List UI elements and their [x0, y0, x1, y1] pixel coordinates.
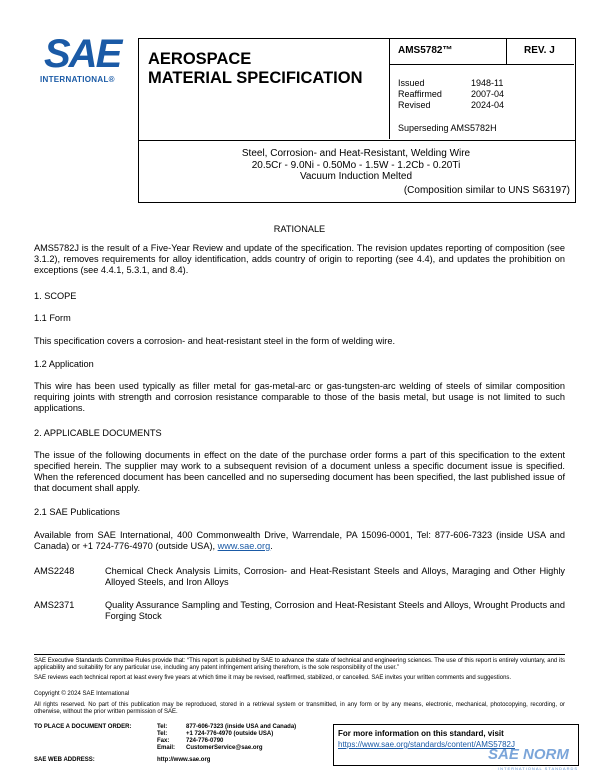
superseding-note: Superseding AMS5782H	[398, 123, 497, 133]
footer-rights: All rights reserved. No part of this publication may be reproduced, stored in a retrieval system or transmitted, in any form or by any means, electronic, mechanical, photocopying, recording, or otherwise, without the prior written permission of SAE.	[34, 702, 565, 716]
section-1-1-text: This specification covers a corrosion- and heat-resistant steel in the form of welding wire.	[34, 336, 396, 346]
reference-title: Quality Assurance Sampling and Testing, Corrosion and Heat-Resistant Steels and Alloys, Wrought Products and Forging Stock	[105, 600, 565, 621]
footer-review-note: SAE reviews each technical report at least every five years at which time it may be revised, reaffirmed, stabilized, or cancelled. SAE invites your written comments and suggestions.	[34, 675, 512, 681]
document-type-title: AEROSPACE MATERIAL SPECIFICATION	[148, 50, 363, 87]
order-email: CustomerService@sae.org	[186, 745, 263, 751]
more-info-title: For more information on this standard, visit	[338, 729, 504, 738]
sae-logo: SAE	[44, 32, 121, 76]
footer-copyright: Copyright © 2024 SAE International	[34, 691, 130, 697]
issued-date: 1948-11	[471, 78, 504, 88]
web-address[interactable]: http://www.sae.org	[157, 757, 211, 763]
section-1-1-heading: 1.1 Form	[34, 313, 71, 323]
order-tel: 877-606-7323 (inside USA and Canada)	[186, 724, 297, 730]
spec-title-composition: (Composition similar to UNS S63197)	[403, 185, 570, 196]
section-2-text: The issue of the following documents in effect on the date of the purchase order forms a part of this specification to the extent specified herein. The supplier may work to a subsequent revision of a document unless a specific document issue is specified. When the referenced document has been cancelled and no superseding document has been specified, the last published issue of that document shall apply.	[34, 450, 565, 493]
sae-norm-watermark-sub: INTERNATIONAL STANDARDS	[498, 766, 579, 771]
sae-website-link[interactable]: www.sae.org	[217, 541, 271, 551]
rationale-heading: RATIONALE	[273, 224, 326, 234]
revised-date: 2024-04	[471, 100, 505, 110]
section-2-heading: 2. APPLICABLE DOCUMENTS	[34, 428, 162, 438]
spec-title: Steel, Corrosion- and Heat-Resistant, Welding Wire 20.5Cr - 9.0Ni - 0.50Mo - 1.5W - 1.2Cb - 0.20Ti Vacuum Induction Melted	[241, 148, 471, 182]
web-label: SAE WEB ADDRESS:	[34, 757, 95, 763]
rationale-text: AMS5782J is the result of a Five-Year Review and update of the specification. The revision updates reporting of composition (see 3.1.2), removes requirements for alloy identification, adds country of origin to reporting (see 4.4), and updates the prohibition on exceptions (see 4.4.1, 5.3.1, and 8.4).	[34, 243, 565, 275]
date-list: Issued 1948-11 Reaffirmed 2007-04 Revised 2024-04	[398, 78, 505, 110]
sae-norm-watermark: SAE NORM	[488, 746, 569, 763]
doc-number: AMS5782™	[398, 45, 453, 56]
footer-disclaimer: SAE Executive Standards Committee Rules provide that: “This report is published by SAE to advance the state of technical and engineering sciences. The use of this report is entirely voluntary, and its applicability and suitability for any particular use, including any patent infringement arising therefrom, is the sole responsibility of the user.”	[34, 658, 565, 672]
order-tel-intl: +1 724-776-4970 (outside USA)	[186, 731, 274, 737]
revision: REV. J	[524, 45, 555, 56]
order-fax: 724-776-0790	[186, 738, 224, 744]
footer-divider	[34, 654, 565, 655]
section-2-1-heading: 2.1 SAE Publications	[34, 507, 120, 517]
section-2-1-text: Available from SAE International, 400 Commonwealth Drive, Warrendale, PA 15096-0001, Tel: 877-606-7323 (inside USA and Canada) or +1 724-776-4970 (outside USA), www.sae.org.	[34, 530, 565, 551]
reference-code: AMS2248	[34, 566, 75, 576]
section-1-2-text: This wire has been used typically as filler metal for gas-metal-arc or gas-tungsten-arc welding of steels of similar composition requiring joints with strength and corrosion resistance comparable to those of the basis metal, but usage is not limited to such applications.	[34, 381, 565, 413]
sae-logo-subtitle: INTERNATIONAL®	[40, 75, 115, 84]
reference-code: AMS2371	[34, 600, 75, 610]
section-1-2-heading: 1.2 Application	[34, 359, 94, 369]
reaffirmed-date: 2007-04	[471, 89, 505, 99]
section-1-heading: 1. SCOPE	[34, 291, 77, 301]
order-label: TO PLACE A DOCUMENT ORDER:	[34, 724, 132, 730]
reference-title: Chemical Check Analysis Limits, Corrosion- and Heat-Resistant Steels and Alloys, Maraging and Other Highly Alloyed Steels, and Iron Alloys	[105, 566, 565, 587]
standard-link[interactable]: https://www.sae.org/standards/content/AMS5782J	[338, 740, 515, 749]
